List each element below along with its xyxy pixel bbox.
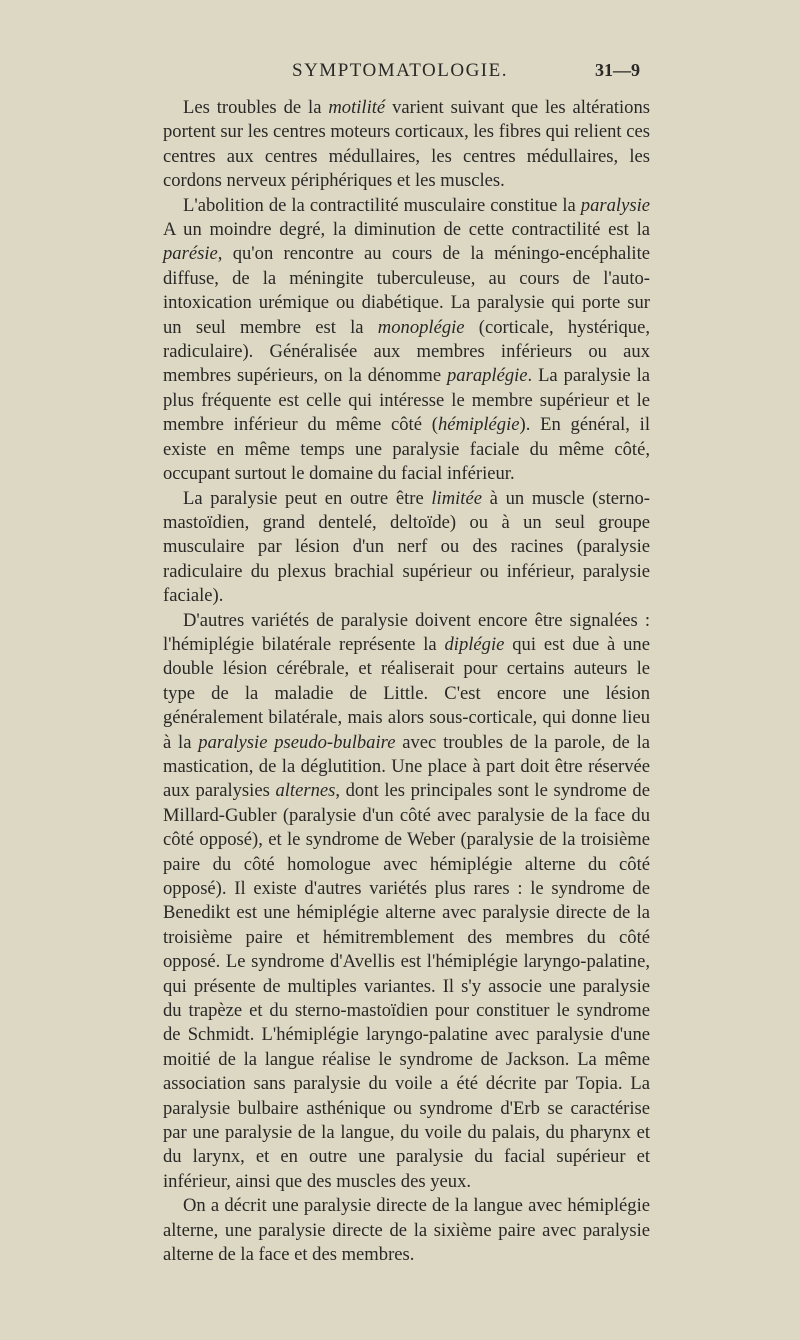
text-run: La paralysie peut en outre être bbox=[183, 487, 432, 509]
page-number: 31—9 bbox=[595, 60, 640, 80]
paragraph bbox=[163, 1194, 650, 1267]
italic-term: paraplégie bbox=[446, 365, 528, 387]
running-title: SYMPTOMATOLOGIE. bbox=[292, 60, 508, 81]
text-run: D'autres variétés de paralysie doivent encore être signalées : l'hémiplégie bilatérale représente la bbox=[163, 609, 650, 655]
text-run: L'abolition de la contractilité musculaire constitue la bbox=[183, 194, 581, 216]
italic-term: motilité bbox=[328, 97, 386, 118]
body-text bbox=[163, 96, 650, 1268]
text-run: avec troubles de la parole, de la mastication, de la déglutition. Une place à part doit être réservée aux paralysies bbox=[163, 731, 650, 802]
text-run: ). En général, il existe en même temps une paralysie faciale du même côté, occupant surtout le domaine du facial inférieur. bbox=[163, 414, 650, 485]
paragraph bbox=[163, 96, 650, 194]
text-run: (corticale, hystérique, radiculaire). Généralisée aux membres inférieurs ou aux membres supérieurs, on la dénomme bbox=[163, 316, 650, 387]
text-run: à un muscle (sterno-mastoïdien, grand dentelé, deltoïde) ou à un seul groupe musculaire par lésion d'un nerf ou des racines (paralysie radiculaire du plexus brachial supérieur ou inférieur, paralysie faciale). bbox=[163, 487, 650, 607]
italic-term: monoplégie bbox=[377, 316, 465, 338]
italic-term: paralysie bbox=[580, 194, 650, 216]
text-run: , dont les principales sont le syndrome de Millard-Gubler (paralysie d'un côté avec paralysie de la face du côté opposé), et le syndrome de Weber (paralysie de la troisième paire du côté homologue avec hémiplégie alterne du côté opposé). Il existe d'autres variétés plus rares : le syndrome de Benedikt est une hémiplégie alterne avec paralysie directe de la troisième paire et hémitremblement des membres du côté opposé. Le syndrome d'Avellis est l'hémiplégie laryngo-palatine, qui présente de multiples variantes. Il s'y associe une paralysie du trapèze et du sterno-mastoïdien pour constituer le syndrome de Schmidt. L'hémiplégie laryngo-palatine avec paralysie d'une moitié de la langue réalise le syndrome de Jackson. La même association sans paralysie du voile a été décrite par Topia. La paralysie bulbaire asthénique ou syndrome d'Erb se caractérise par une paralysie de la langue, du voile du palais, du pharynx et du larynx, et en outre une paralysie du facial supérieur et inférieur, ainsi que des muscles des yeux. bbox=[163, 780, 650, 1192]
text-run: varient suivant que les altérations portent sur les centres moteurs corticaux, les fibres qui relient ces centres aux centres médullaires, les centres médullaires, les cordons nerveux périphériques et les muscles. bbox=[163, 97, 650, 192]
italic-term: paralysie pseudo-bulbaire bbox=[198, 731, 396, 753]
paragraph bbox=[163, 487, 650, 609]
text-run: , qu'on rencontre au cours de la méningo-encéphalite diffuse, de la méningite tuberculeuse, au cours de l'auto-intoxication urémique ou diabétique. La paralysie qui porte sur un seul membre est la bbox=[163, 243, 650, 338]
text-run: . La paralysie la plus fréquente est celle qui intéresse le membre supérieur et le membre inférieur du même côté ( bbox=[163, 365, 650, 436]
paragraph bbox=[163, 194, 650, 487]
italic-term: parésie bbox=[163, 243, 218, 265]
italic-term: hémiplégie bbox=[437, 414, 520, 436]
italic-term: diplégie bbox=[444, 633, 505, 655]
text-run: qui est due à une double lésion cérébrale, et réaliserait pour certains auteurs le type de la maladie de Little. C'est encore une lésion généralement bilatérale, mais alors sous-corticale, qui donne lieu à la bbox=[163, 633, 650, 753]
text-run: A un moindre degré, la diminution de cette contractilité est la bbox=[163, 219, 650, 241]
italic-term: limitée bbox=[431, 487, 482, 509]
text-run: Les troubles de la bbox=[183, 97, 329, 118]
italic-term: alternes bbox=[275, 780, 336, 802]
paragraph bbox=[163, 609, 650, 1195]
running-header bbox=[0, 58, 800, 88]
text-run: On a décrit une paralysie directe de la langue avec hémiplégie alterne, une paralysie directe de la sixième paire avec paralysie alterne de la face et des membres. bbox=[163, 1195, 650, 1266]
